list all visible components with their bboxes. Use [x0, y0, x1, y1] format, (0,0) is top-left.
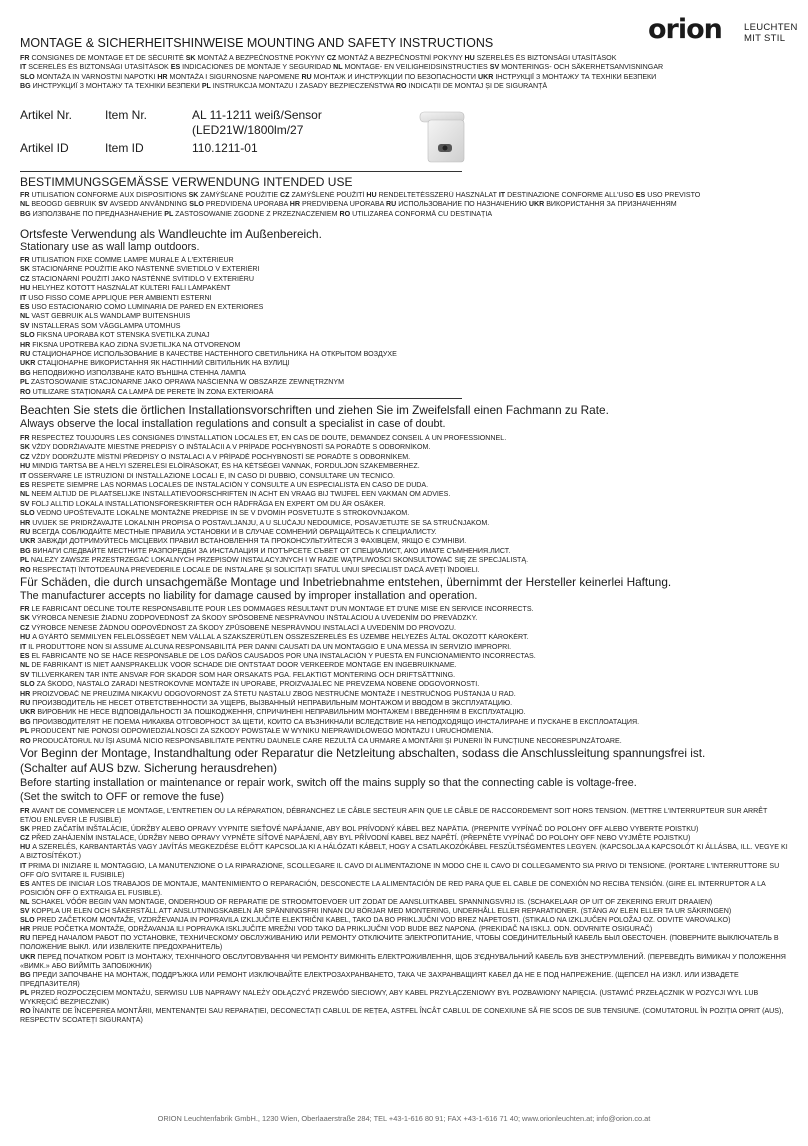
translation-text: PŘED ZAHÁJENÍM INSTALACE, ÚDRŽBY NEBO OPRAVY VYPNĚTE SÍŤOVÉ NAPÁJENÍ, ABY BYL PŘÍVODNÍ KABEL BEZ NAPĚTÍ. (PŘEPNĚTE VYPÍNAČ DO POLOHY OFF NEBO VYJMĚTE POJISTKU)	[31, 834, 691, 843]
language-code: HU	[20, 284, 33, 293]
translation-text: INSTALLERAS SOM VÄGGLAMPA UTOMHUS	[31, 321, 181, 330]
translation-line	[20, 718, 790, 727]
s3-heading-en: The manufacturer accepts no liability for damage caused by improper installation and operation.	[20, 590, 478, 602]
translation-line	[20, 265, 790, 274]
logo-tagline-1: LEUCHTEN	[744, 22, 798, 33]
s3-translations	[20, 605, 790, 746]
language-code: CZ	[280, 191, 292, 199]
translation-line	[20, 509, 790, 518]
translation-line	[20, 971, 790, 989]
language-code: SV	[20, 321, 32, 330]
translation-text: KOPPLA UR ELEN OCH SÄKERSTÄLL ATT ANSLUTNINGSKABELN ÄR SPÄNNINGSFRI INNAN DU BÖRJAR MED MONTERING, UNDERHÅLL ELLER REPARATIONER. (STÄNG AV ELEN ELLER TA UR SÄKRINGEN)	[31, 907, 732, 916]
language-code: ES	[170, 63, 183, 72]
s2-heading-en: Always observe the local installation regulations and consult a specialist in case of doubt.	[20, 418, 446, 430]
language-code: HU	[366, 191, 379, 199]
translation-text: ПРОИЗВОДИТЕЛЬ НЕ НЕСЕТ ОТВЕТСТВЕННОСТИ ЗА УЩЕРБ, ВЫЗВАННЫЙ НЕПРАВИЛЬНЫМ МОНТАЖОМ И ВВОДОМ В ЭКСПЛУАТАЦИЮ.	[32, 699, 513, 708]
translation-line	[20, 661, 790, 670]
language-code: IT	[20, 63, 29, 72]
language-code: ES	[20, 303, 32, 312]
language-code: RO	[20, 1007, 33, 1016]
language-code: BG	[20, 209, 33, 218]
language-code: NL	[20, 897, 32, 906]
translation-text: ÎNAINTE DE ÎNCEPEREA MONTĂRII, MENTENANȚEI SAU REPARAȚIEI, DECONECTAȚI CABLUL DE REȚEA, ASTFEL ÎNCÂT CABLUL DE CONEXIUNE SĂ FIE SCOS DE SUB TENSIUNE. (COMUTATORUL ÎN POZIȚIA OPRIT (AUS), RESPECTIV SCOATEȚI SIGURANȚA)	[20, 1007, 784, 1025]
translation-line	[20, 737, 790, 746]
translation-line	[20, 708, 790, 717]
translation-line	[20, 652, 790, 661]
language-code: PL	[20, 988, 31, 997]
translation-text: UTILISATION FIXE COMME LAMPE MURALE À L'EXTÉRIEUR	[31, 256, 234, 264]
logo-tagline-2: MIT STIL	[744, 33, 786, 44]
translation-text: VÝROBCA NENESIE ŽIADNU ZODPOVEDNOSŤ ZA ŠKODY SPÔSOBENÉ NESPRÁVNOU INŠTALÁCIOU A UVEDENÍM DO PREVÁDZKY.	[31, 614, 478, 623]
language-code: SK	[20, 614, 32, 623]
translation-line	[20, 547, 790, 556]
language-code: HR	[20, 689, 33, 698]
article-id-value: 110.1211-01	[192, 141, 258, 155]
translation-line	[20, 210, 790, 219]
translation-text: INDICACIONES DE MONTAJE Y SEGURIDAD	[182, 63, 334, 72]
translation-line	[20, 880, 790, 898]
translation-text: ВИРОБНИК НЕ НЕСЕ ВІДПОВІДАЛЬНОСТІ ЗА ПОШКОДЖЕННЯ, СПРИЧИНЕНІ НЕПРАВИЛЬНИМ МОНТАЖЕМ І ВВЕДЕННЯМ В ЕКСПЛУАТАЦІЮ.	[37, 708, 526, 717]
translation-text: SCERELÉS ÉS BIZTONSÁGI UTASÍTÁSOK	[28, 63, 171, 72]
language-code: HR	[157, 72, 170, 81]
translation-line	[20, 54, 790, 63]
usage-title: BESTIMMUNGSGEMÄSSE VERWENDUNG INTENDED USE	[20, 175, 353, 189]
language-code: CZ	[326, 54, 339, 62]
translation-text: STACIONÁRNE POUŽITIE AKO NÁSTENNÉ SVIETIDLO V EXTERIÉRI	[31, 265, 260, 274]
translation-line	[20, 275, 790, 284]
translation-line	[20, 862, 790, 880]
language-code: NL	[333, 63, 345, 72]
translation-text: FIKSNA UPOTREBA KAO ZIDNA SVJETILJKA NA OTVORENOM	[32, 340, 241, 349]
usage-translations	[20, 191, 790, 219]
translation-line	[20, 825, 790, 834]
translation-line	[20, 671, 790, 680]
translation-text: RESPETE SIEMPRE LAS NORMAS LOCALES DE INSTALACIÓN Y CONSULTE A UN ESPECIALISTA EN CASO DE DUDA.	[31, 481, 429, 490]
translation-text: ZASTOSOWANIE STACJONARNE JAKO OPRAWA NAŚCIENNA W OBSZARZE ZEWNĘTRZNYM	[30, 378, 344, 387]
translation-text: MONTAŽA IN VARNOSTNI NAPOTKI	[36, 72, 158, 81]
translation-line	[20, 537, 790, 546]
translation-text: ПРОИЗВОДИТЕЛЯТ НЕ ПОЕМА НИКАКВА ОТГОВОРНОСТ ЗА ЩЕТИ, КОИТО СА ВЪЗНИКНАЛИ ВСЛЕДСТВИЕ НА НЕПОДХОДЯЩО ИНСТАЛИРАНЕ И ПУСКАНЕ В ЕКСПЛОАТАЦИЯ.	[32, 717, 640, 726]
language-code: UKR	[477, 72, 496, 81]
translation-line	[20, 624, 790, 633]
translation-text: LE FABRICANT DÉCLINE TOUTE RESPONSABILITÉ POUR LES DOMMAGES RÉSULTANT D'UN MONTAGE ET D'UNE MISE EN SERVICE INCORRECTS.	[31, 605, 534, 613]
translation-line	[20, 690, 790, 699]
translation-text: MONTÁŽ A BEZPEČNOSTNÍ POKYNY	[338, 54, 465, 62]
s3-heading-de: Für Schäden, die durch unsachgemäße Montage und Inbetriebnahme entstehen, übernimmt der Hersteller keinerlei Haftung.	[20, 575, 672, 589]
translation-text: USO PREVISTO	[647, 191, 701, 199]
translation-text: HELYHEZ KÖTÖTT HASZNÁLAT KÜLTÉRI FALI LÁMPAKÉNT	[32, 284, 231, 293]
language-code: UKR	[528, 200, 547, 209]
language-code: FR	[20, 807, 32, 815]
language-code: BG	[20, 970, 33, 979]
translation-text: AVSEDD ANVÄNDNING	[109, 200, 190, 209]
translation-line	[20, 341, 790, 350]
translation-line	[20, 331, 790, 340]
logo-tagline	[744, 22, 798, 44]
language-code: SK	[20, 825, 32, 834]
language-code: RO	[20, 736, 33, 745]
translation-text: SZERELÉS ÉS BIZTONSÁGI UTASÍTÁSOK	[476, 54, 617, 62]
language-code: FR	[20, 54, 32, 62]
translation-line	[20, 462, 790, 471]
translation-text: PRED ZAČATÍM INŠTALÁCIE, ÚDRŽBY ALEBO OPRAVY VYPNITE SIEŤOVÉ NAPÁJANIE, ABY BOL PRÍVODNÝ KÁBEL BEZ NAPÄTIA. (PREPNITE VYPÍNAČ DO POLOHY OFF ALEBO VYBERTE POISTKU)	[31, 825, 699, 834]
translation-text: ВИКОРИСТАННЯ ЗА ПРИЗНАЧЕННЯМ	[546, 200, 677, 209]
translation-text: UTILIZAREA CONFORMĂ CU DESTINAȚIA	[352, 209, 493, 218]
translation-text: INSTRUKCJA MONTAŻU I ZASADY BEZPIECZEŃSTWA	[212, 82, 396, 91]
language-code: SLO	[20, 916, 37, 925]
translation-text: INDICAȚII DE MONTAJ ȘI DE SIGURANȚĂ	[408, 82, 548, 91]
translation-text: ZA ŠKODO, NASTALO ZARADI NESTROKOVNE MONTAŽE IN UPORABE, PROIZVAJALEC NE PREVZEMA NOBENE ODGOVORNOSTI.	[36, 680, 480, 689]
language-code: SLO	[20, 509, 37, 518]
logo-wordmark: orion	[648, 14, 722, 45]
translation-text: PRODUCĂTORUL NU ÎȘI ASUMĂ NICIO RESPONSABILITATE PENTRU DAUNELE CARE REZULTĂ CA URMARE A MONTĂRII ȘI PUNERII ÎN FUNCȚIUNE NECORESPUNZĂTOARE.	[32, 736, 622, 745]
s1-heading-de: Ortsfeste Verwendung als Wandleuchte im Außenbereich.	[20, 227, 322, 241]
translation-text: PRODUCENT NIE PONOSI ODPOWIEDZIALNOŚCI ZA SZKODY POWSTAŁE W WYNIKU NIEPRAWIDŁOWEGO MONTAŻU I URUCHOMIENIA.	[30, 727, 494, 736]
language-code: PL	[201, 82, 213, 91]
language-code: RO	[20, 565, 33, 574]
language-code: SK	[188, 191, 201, 199]
translation-text: OSSERVARE LE ISTRUZIONI DI INSTALLAZIONE LOCALI E, IN CASO DI DUBBIO, CONSULTARE UN TECNICO.	[28, 471, 395, 480]
language-code: HR	[289, 200, 303, 209]
translation-line	[20, 614, 790, 623]
language-code: ES	[20, 652, 32, 661]
translation-line	[20, 490, 790, 499]
article-nr-value: AL 11-1211 weiß/Sensor	[192, 108, 322, 122]
language-code: SK	[20, 265, 32, 274]
language-code: FR	[20, 434, 32, 442]
translation-text: RESPECTEZ TOUJOURS LES CONSIGNES D'INSTALLATION LOCALES ET, EN CAS DE DOUTE, DEMANDEZ CONSEIL À UN PROFESSIONNEL.	[31, 434, 507, 442]
language-code: SLO	[20, 331, 37, 340]
translation-text: ИСПОЛЬЗОВАНИЕ ПО НАЗНАЧЕНИЮ	[398, 200, 529, 209]
translation-text: VŽDY DODRŽUJTE MÍSTNÍ PŘEDPISY O INSTALACI A V PŘÍPADĚ POCHYBNOSTÍ SE PORAĎTE S ODBORNÍKEM.	[31, 452, 411, 461]
language-code: BG	[20, 368, 33, 377]
language-code: ES	[635, 191, 648, 199]
translation-text: ПЕРЕД НАЧАЛОМ РАБОТ ПО УСТАНОВКЕ, ТЕХНИЧЕСКОМУ ОБСЛУЖИВАНИЮ ИЛИ РЕМОНТУ ОТКЛЮЧИТЕ ЭЛЕКТРОПИТАНИЕ, ЧТОБЫ СОЕДИНИТЕЛЬНЫЙ КАБЕЛЬ БЫЛ ОБЕСТОЧЕН. (ПОВЕРНИТЕ ВЫКЛЮЧАТЕЛЬ В ПОЛОЖЕНИЕ ВЫКЛ. ИЛИ ИЗВЛЕКИТЕ ПРЕДОХРАНИТЕЛЬ)	[20, 934, 779, 952]
translation-text: VÝROBCE NENESE ŽÁDNOU ODPOVĚDNOST ZA ŠKODY ZPŮSOBENÉ NESPRÁVNOU INSTALACÍ A UVEDENÍM DO PROVOZU.	[31, 623, 456, 632]
language-code: SLO	[20, 72, 37, 81]
language-code: SV	[20, 499, 32, 508]
translation-text: TILLVERKAREN TAR INTE ANSVAR FÖR SKADOR SOM HAR ORSAKATS PGA. FELAKTIGT MONTERING OCH DRIFTSÄTTNING.	[31, 670, 456, 679]
language-code: SLO	[20, 680, 37, 689]
translation-line	[20, 680, 790, 689]
translation-line	[20, 699, 790, 708]
translation-text: NEEM ALTIJD DE PLAATSELIJKE INSTALLATIEVOORSCHRIFTEN IN ACHT EN VRAAG BIJ TWIJFEL EEN VAKMAN OM ADVIES.	[31, 490, 451, 499]
translation-text: PROIZVOĐAČ NE PREUZIMA NIKAKVU ODGOVORNOST ZA ŠTETU NASTALU ZBOG NESTRUČNE MONTAŽE I NESTRUČNOG PUŠTANJA U RAD.	[32, 689, 516, 698]
translation-text: A GYÁRTÓ SEMMILYEN FELELŐSSÉGET NEM VÁLLAL A SZAKSZERŰTLEN ÖSSZESZERELÉS ÉS ÜZEMBE HELYEZÉS ÁLTAL OKOZOTT KÁROKÉRT.	[32, 633, 529, 642]
translation-text: СТАЦІОНАРНЕ ВИКОРИСТАННЯ ЯК НАСТІННИЙ СВІТИЛЬНИК НА ВУЛИЦІ	[37, 359, 290, 368]
translation-line	[20, 633, 790, 642]
language-code: CZ	[20, 452, 32, 461]
translation-text: USO FISSO COME APPLIQUE PER AMBIENTI ESTERNI	[28, 293, 212, 302]
translation-line	[20, 481, 790, 490]
translation-line	[20, 519, 790, 528]
translation-line	[20, 898, 790, 907]
translation-text: VAST GEBRUIK ALS WANDLAMP BUITENSHUIS	[31, 312, 191, 321]
translation-text: NALEŻY ZAWSZE PRZESTRZEGAĆ LOKALNYCH PRZEPISÓW INSTALACYJNYCH I W RAZIE WĄTPLIWOŚCI SKONSULTOWAĆ SIĘ ZE SPECJALISTĄ.	[30, 556, 529, 565]
language-code: SV	[98, 200, 110, 209]
document-title	[20, 36, 493, 50]
translation-line	[20, 605, 790, 614]
translation-line	[20, 303, 790, 312]
translation-line	[20, 472, 790, 481]
translation-line	[20, 643, 790, 652]
translation-text: ВСЕГДА СОБЛЮДАЙТЕ МЕСТНЫЕ ПРАВИЛА УСТАНОВКИ И В СЛУЧАЕ СОМНЕНИЙ ОБРАЩАЙТЕСЬ К СПЕЦИАЛИСТУ.	[32, 528, 437, 537]
language-code: HU	[20, 633, 33, 642]
s4-heading-en-2: (Set the switch to OFF or remove the fuse)	[20, 791, 225, 803]
translation-line	[20, 916, 790, 925]
translation-line	[20, 284, 790, 293]
s4-heading-de-2: (Schalter auf AUS bzw. Sicherung herausdrehen)	[20, 761, 278, 775]
language-code: SV	[489, 63, 502, 72]
translation-line	[20, 312, 790, 321]
translation-text: ВИНАГИ СЛЕДВАЙТЕ МЕСТНИТЕ РАЗПОРЕДБИ ЗА ИНСТАЛАЦИЯ И ПОТЪРСЕТЕ СЪВЕТ ОТ СПЕЦИАЛИСТ, АКО ИМАТЕ СЪМНЕНИЯ.ЛИСТ.	[32, 546, 511, 555]
s4-heading-de-1: Vor Beginn der Montage, Instandhaltung oder Reparatur die Netzleitung abschalten, sodass die Anschlussleitung spannungsfrei ist.	[20, 746, 706, 760]
translation-line	[20, 989, 790, 1007]
language-code: BG	[20, 82, 33, 91]
translation-line	[20, 82, 790, 91]
translation-line	[20, 369, 790, 378]
translation-text: MINDIG TARTSA BE A HELYI SZERELÉSI ELŐÍRÁSOKAT, ÉS HA KÉTSÉGEI VANNAK, FORDULJON SZAKEMBERHEZ.	[32, 462, 420, 471]
s4-translations	[20, 807, 790, 1025]
title-translations	[20, 54, 790, 92]
translation-line	[20, 907, 790, 916]
language-code: CZ	[20, 274, 32, 283]
translation-text: PRIJE POČETKA MONTAŽE, ODRŽAVANJA ILI POPRAVKA ISKLJUČITE MREŽNI VOD TAKO DA PRIKLJUČNI VOD BUDE BEZ NAPONA. (PREKIDAČ NA ISKLJ. ODN. ODVRNITE OSIGURAČ)	[32, 925, 653, 934]
language-code: UKR	[20, 359, 38, 368]
translation-text: MONTAGE- EN VEILIGHEIDSINSTRUCTIES	[344, 63, 490, 72]
language-code: RU	[20, 934, 33, 943]
translation-line	[20, 934, 790, 952]
translation-text: DESTINAZIONE CONFORME ALL'USO	[507, 191, 636, 199]
translation-text: VŽDY DODRŽIAVAJTE MIESTNE PREDPISY O INŠTALÁCII A V PRÍPADE POCHYBNOSTÍ SA PORAĎTE S ODBORNÍKOM.	[31, 443, 431, 452]
article-id-label-en: Item ID	[105, 141, 144, 155]
language-code: SK	[20, 443, 32, 452]
translation-line	[20, 807, 790, 825]
translation-text: FÖLJ ALLTID LOKALA INSTALLATIONSFÖRESKRIFTER OCH RÅDFRÅGA EN EXPERT OM DU ÄR OSÄKER.	[31, 499, 386, 508]
translation-line	[20, 434, 790, 443]
translation-text: PRIMA DI INIZIARE IL MONTAGGIO, LA MANUTENZIONE O LA RIPARAZIONE, SCOLLEGARE IL CAVO DI ALIMENTAZIONE IN MODO CHE IL CAVO DI COLLEGAMENTO SIA PRIVO DI TENSIONE. (PORTARE L'INTERRUTTORE SU OFF O/O SVITARE IL FUSIBILE)	[20, 861, 780, 879]
translation-text: ZASTOSOWANIE ZGODNE Z PRZEZNACZENIEM	[175, 209, 340, 218]
translation-line	[20, 925, 790, 934]
language-code: IT	[20, 471, 29, 480]
translation-line	[20, 73, 790, 82]
translation-text: MONTAŽA I SIGURNOSNE NAPOMENE	[169, 72, 302, 81]
translation-line	[20, 453, 790, 462]
language-code: RU	[20, 699, 33, 708]
language-code: HU	[20, 843, 33, 852]
article-id-label-de: Artikel ID	[20, 141, 69, 155]
translation-text: VEDNO UPOŠTEVAJTE LOKALNE MONTAŽNE PREDPISE IN SE V DVOMIH POSVETUJTE S STROKOVNJAKOM.	[36, 509, 410, 518]
translation-text: SCHAKEL VÓÓR BEGIN VAN MONTAGE, ONDERHOUD OF REPARATIE DE STROOMTOEVOER UIT ZODAT DE AANSLUITKABEL SPANNINGSVRIJ IS. (SCHAKELAAR OP UIT OF ZEKERING ERUIT DRAAIEN)	[31, 897, 713, 906]
language-code: IT	[20, 861, 29, 870]
translation-line	[20, 566, 790, 575]
language-code: HR	[20, 340, 33, 349]
divider-2	[20, 398, 462, 399]
language-code: SV	[20, 907, 32, 916]
language-code: RU	[20, 350, 33, 359]
language-code: RU	[385, 200, 399, 209]
translation-text: UTILISATION CONFORME AUX DISPOSITIONS	[31, 191, 189, 199]
translation-text: MONTÁŽ A BEZPEČNOSTNÉ POKYNY	[197, 54, 327, 62]
translation-text: USO ESTACIONARIO COMO LUMINARIA DE PARED EN EXTERIORES	[31, 303, 264, 312]
translation-text: IL PRODUTTORE NON SI ASSUME ALCUNA RESPONSABILITÀ PER DANNI CAUSATI DA UN MONTAGGIO E UNA MESSA IN SERVIZIO IMPROPRI.	[28, 642, 512, 651]
translation-line	[20, 359, 790, 368]
s1-translations	[20, 256, 790, 397]
translation-line	[20, 528, 790, 537]
translation-line	[20, 500, 790, 509]
translation-line	[20, 322, 790, 331]
language-code: BG	[20, 546, 33, 555]
language-code: FR	[20, 256, 32, 264]
language-code: PL	[20, 727, 31, 736]
translation-line	[20, 200, 790, 209]
language-code: BG	[20, 717, 33, 726]
article-nr-label-de: Artikel Nr.	[20, 108, 73, 122]
s2-translations	[20, 434, 790, 575]
article-nr-label-en: Item Nr.	[105, 108, 148, 122]
language-code: FR	[20, 191, 32, 199]
language-code: ES	[20, 481, 32, 490]
translation-text: PREDVIDENA UPORABA	[205, 200, 290, 209]
language-code: UKR	[20, 537, 38, 546]
language-code: CZ	[20, 834, 32, 843]
translation-text: PRED ZAČETKOM MONTAŽE, VZDRŽEVANJA IN POPRAVILA IZKLJUČITE ELEKTRIČNI KABEL, TAKO DA BO PRIKLJUČNI VOD BREZ NAPETOSTI. (STIKALO NA IZKLJUČEN POLOŽAJ OZ. ODVITE VAROVALKO)	[36, 916, 731, 925]
language-code: RO	[20, 387, 33, 396]
translation-text: ПРЕДИ ЗАПОЧВАНЕ НА МОНТАЖ, ПОДДРЪЖКА ИЛИ РЕМОНТ ИЗКЛЮЧВАЙТЕ ЕЛЕКТРОЗАХРАНВАНЕТО, ТАКА ЧЕ ЗАХРАНВАЩИЯТ КАБЕЛ ДА НЕ Е ПОД НАПРЕЖЕНИЕ. (ЩЕПСЕЛ НА ИЗКЛ. ИЛИ ИЗВАДЕТЕ ПРЕДПАЗИТЕЛЯ)	[20, 970, 739, 988]
language-code: RO	[395, 82, 409, 91]
orion-logo	[648, 14, 798, 46]
translation-text: НЕПОДВИЖНО ИЗПОЛЗВАНЕ КАТО ВЪНШНА СТЕННА ЛАМПА	[32, 368, 246, 377]
translation-text: ZAMÝŠĽANÉ POUŽITIE	[200, 191, 281, 199]
s4-heading-en-1: Before starting installation or maintenance or repair work, switch off the mains supply so that the connecting cable is voltage-free.	[20, 777, 637, 789]
translation-text: CONSIGNES DE MONTAGE ET DE SÉCURITÉ	[31, 54, 186, 62]
translation-line	[20, 443, 790, 452]
language-code: ES	[20, 879, 32, 888]
translation-line	[20, 727, 790, 736]
language-code: NL	[20, 661, 32, 670]
translation-text: A SZERELÉS, KARBANTARTÁS VAGY JAVÍTÁS MEGKEZDÉSE ELŐTT KAPCSOLJA KI A HÁLÓZATI KÁBELT, HOGY A CSATLAKOZÓKÁBEL FESZÜLTSÉGMENTES LEGYEN. (KAPCSOLJA A KAPCSOLÓT KI ÁLLÁSBA, ILL. VEGYE KI A BIZTOSÍTÉKOT.)	[20, 843, 788, 861]
language-code: RU	[20, 528, 33, 537]
language-code: HU	[464, 54, 477, 62]
article-nr-value-2: (LED21W/1800lm/27	[192, 123, 304, 137]
s2-heading-de: Beachten Sie stets die örtlichen Installationsvorschriften und ziehen Sie im Zweifelsfall einen Fachmann zu Rate.	[20, 403, 609, 417]
language-code: PL	[164, 209, 176, 218]
language-code: HR	[20, 925, 33, 934]
translation-text: BEOOGD GEBRUIK	[31, 200, 99, 209]
product-lamp-image	[414, 108, 474, 164]
language-code: NL	[20, 490, 32, 499]
translation-line	[20, 388, 790, 397]
translation-text: ІНСТРУКЦІЇ З МОНТАЖУ ТА ТЕХНІКИ БЕЗПЕКИ	[495, 72, 657, 81]
translation-text: MONTERINGS- OCH SÄKERHETSANVISNINGAR	[501, 63, 664, 72]
language-code: UKR	[20, 952, 38, 961]
language-code: RU	[301, 72, 314, 81]
translation-text: AVANT DE COMMENCER LE MONTAGE, L'ENTRETIEN OU LA RÉPARATION, DÉBRANCHEZ LE CÂBLE SECTEUR AFIN QUE LE CÂBLE DE RACCORDEMENT SOIT HORS TENSION. (METTRE L'INTERRUPTEUR SUR ARRÊT ET/OU ENLEVER LE FUSIBLE)	[20, 807, 768, 825]
translation-text: FIKSNA UPORABA KOT STENSKA SVETILKA ZUNAJ	[36, 331, 210, 340]
translation-text: СТАЦИОНАРНОЕ ИСПОЛЬЗОВАНИЕ В КАЧЕСТВЕ НАСТЕННОГО СВЕТИЛЬНИКА НА ОТКРЫТОМ ВОЗДУХЕ	[32, 350, 397, 359]
title-text: MONTAGE & SICHERHEITSHINWEISE MOUNTING AND SAFETY INSTRUCTIONS	[20, 36, 494, 50]
language-code: IT	[20, 293, 29, 302]
translation-text: ANTES DE INICIAR LOS TRABAJOS DE MONTAJE, MANTENIMIENTO O REPARACIÓN, DESCONECTE LA ALIMENTACIÓN DE RED PARA QUE EL CABLE DE CONEXIÓN NO RECIBA TENSIÓN. (GIRE EL INTERRUPTOR A LA POSICIÓN OFF O EXTRAIGA EL FUSIBLE).	[20, 879, 766, 897]
footer-contact: ORION Leuchtenfabrik GmbH., 1230 Wien, Oberlaaerstraße 284; TEL +43-1-616 80 91; FAX +43-1-616 71 40; www.orionleuchten.at; info@orion.co.at	[157, 1114, 651, 1123]
translation-line	[20, 953, 790, 971]
translation-text: ЗАВЖДИ ДОТРИМУЙТЕСЬ МІСЦЕВИХ ПРАВИЛ ВСТАНОВЛЕННЯ ТА ПРОКОНСУЛЬТУЙТЕСЯ З ФАХІВЦЕМ, ЯКЩО Є СУМНІВИ.	[37, 537, 467, 546]
language-code: HU	[20, 462, 33, 471]
translation-text: UVIJEK SE PRIDRŽAVAJTE LOKALNIH PROPISA O POSTAVLJANJU, A U SLUČAJU NEDOUMICE, POSAVJETUJTE SE SA STRUČNJAKOM.	[32, 518, 490, 527]
language-code: UKR	[20, 708, 38, 717]
language-code: SV	[20, 670, 32, 679]
translation-line	[20, 556, 790, 565]
translation-line	[20, 256, 790, 265]
translation-text: UTILIZARE STAȚIONARĂ CA LAMPĂ DE PERETE ÎN ZONA EXTERIOARĂ	[32, 387, 274, 396]
translation-text: ПЕРЕД ПОЧАТКОМ РОБІТ ІЗ МОНТАЖУ, ТЕХНІЧНОГО ОБСЛУГОВУВАННЯ ЧИ РЕМОНТУ ВИМКНІТЬ ЕЛЕКТРОЖИВЛЕННЯ, ЩОБ З'ЄДНУВАЛЬНИЙ КАБЕЛЬ БУВ ЗНЕСТРУМЛЕНИЙ. (ПЕРЕВЕДІТЬ ВИМИКАЧ У ПОЛОЖЕННЯ «ВИМК.» АБО ВИЙМІТЬ ЗАПОБІЖНИК)	[20, 952, 786, 970]
translation-line	[20, 63, 790, 72]
translation-text: EL FABRICANTE NO SE HACE RESPONSABLE DE LOS DAÑOS CAUSADOS POR UNA INSTALACIÓN Y PUESTA EN FUNCIONAMIENTO INCORRECTAS.	[31, 652, 536, 661]
language-code: SLO	[189, 200, 206, 209]
translation-text: ИЗПОЛЗВАНЕ ПО ПРЕДНАЗНАЧЕНИЕ	[32, 209, 165, 218]
language-code: SK	[185, 54, 198, 62]
language-code: PL	[20, 378, 31, 387]
translation-line	[20, 350, 790, 359]
translation-line	[20, 191, 790, 200]
language-code: RO	[339, 209, 353, 218]
language-code: NL	[20, 200, 32, 209]
translation-line	[20, 843, 790, 861]
translation-text: PREDVIĐENA UPORABA	[302, 200, 386, 209]
divider-1	[20, 171, 462, 172]
language-code: NL	[20, 312, 32, 321]
language-code: CZ	[20, 623, 32, 632]
translation-line	[20, 378, 790, 387]
language-code: IT	[20, 642, 29, 651]
translation-line	[20, 1007, 790, 1025]
language-code: HR	[20, 518, 33, 527]
translation-text: RENDELTETÉSSZERŰ HASZNÁLAT	[378, 191, 499, 199]
language-code: FR	[20, 605, 32, 613]
translation-text: RESPECTAȚI ÎNTOTDEAUNA PREVEDERILE LOCALE DE INSTALARE ȘI SOLICITAȚI SFATUL UNUI SPECIALIST DACĂ AVEȚI ÎNDOIELI.	[32, 565, 480, 574]
translation-line	[20, 834, 790, 843]
translation-text: STACIONÁRNÍ POUŽITÍ JAKO NÁSTĚNNÉ SVÍTIDLO V EXTERIÉRU	[31, 274, 255, 283]
language-code: PL	[20, 556, 31, 565]
translation-text: PRZED ROZPOCZĘCIEM MONTAŻU, SERWISU LUB NAPRAWY NALEŻY ODŁĄCZYĆ PRZEWÓD SIECIOWY, ABY KABEL PRZYŁĄCZENIOWY BYŁ POZBAWIONY NAPIĘCIA. (USTAWIĆ PRZEŁĄCZNIK W POZYCJI WYŁ LUB WYKRĘCIĆ BEZPIECZNIK)	[20, 988, 759, 1006]
translation-text: ИНСТРУКЦИЇ З МОНТАЖУ ТА ТЕХНІКИ БЕЗПЕКИ	[32, 82, 202, 91]
translation-text: ZAMÝŠLENÉ POUŽITÍ	[291, 191, 367, 199]
language-code: IT	[498, 191, 508, 199]
translation-text: DE FABRIKANT IS NIET AANSPRAKELIJK VOOR SCHADE DIE ONTSTAAT DOOR VERKEERDE MONTAGE EN INGEBRUIKNAME.	[31, 661, 457, 670]
s1-heading-en: Stationary use as wall lamp outdoors.	[20, 241, 200, 253]
translation-line	[20, 294, 790, 303]
translation-text: МОНТАЖ И ИНСТРУКЦИИ ПО БЕЗОПАСНОСТИ	[313, 72, 478, 81]
